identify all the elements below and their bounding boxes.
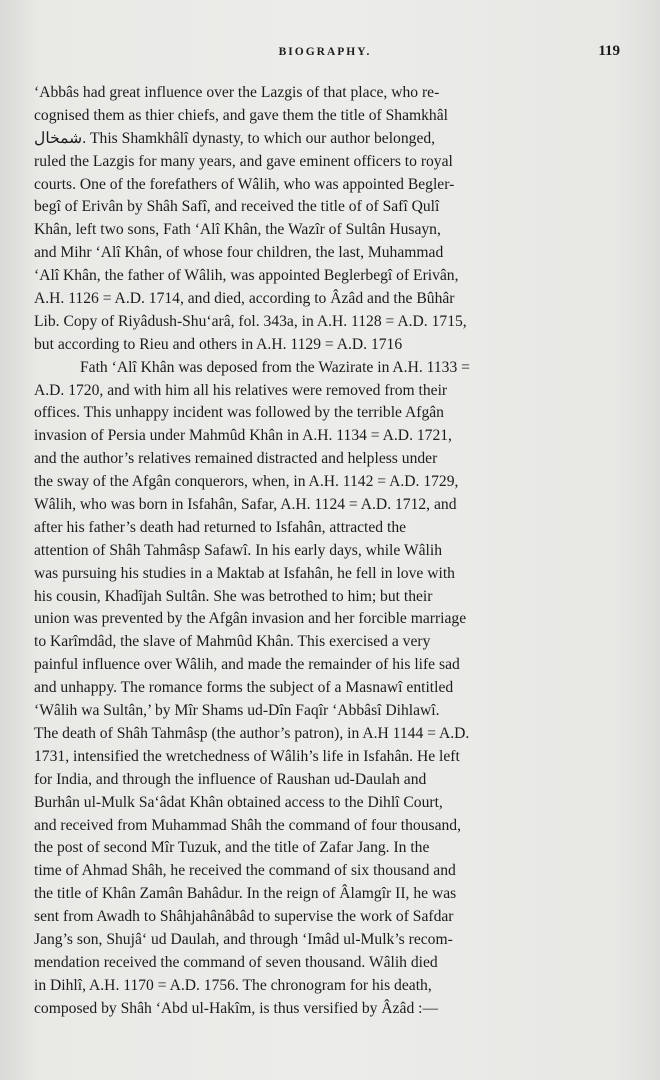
text-line bbox=[34, 563, 618, 586]
text-line bbox=[34, 631, 618, 654]
paragraph-2 bbox=[34, 357, 618, 1021]
line-text: but according to Rieu and others in A.H. 1129 = A.D. 1716 bbox=[34, 335, 403, 353]
text-line bbox=[34, 448, 618, 471]
line-text: invasion of Persia under Mahmûd Khân in A.H. 1134 = A.D. 1721, bbox=[34, 427, 452, 445]
line-text: begî of Erivân by Shâh Safî, and received the title of of Safî Qulî bbox=[34, 198, 440, 216]
line-text: Khân, left two sons, Fath ‘Alî Khân, the Wazîr of Sultân Husayn, bbox=[34, 221, 441, 239]
line-text: to Karîmdâd, the slave of Mahmûd Khân. This exercised a very bbox=[34, 633, 431, 651]
text-line bbox=[34, 975, 618, 998]
line-text: the title of Khân Zamân Bahâdur. In the reign of Âlamgîr II, he was bbox=[34, 885, 457, 903]
line-text: Lib. Copy of Riyâdush-Shu‘arâ, fol. 343a, in A.H. 1128 = A.D. 1715, bbox=[34, 312, 467, 330]
paragraph-1 bbox=[34, 82, 618, 357]
text-line bbox=[34, 128, 618, 151]
text-line bbox=[34, 82, 618, 105]
text-line bbox=[34, 174, 618, 197]
line-text: was pursuing his studies in a Maktab at Isfahân, he fell in love with bbox=[34, 564, 455, 582]
line-text: Wâlih, who was born in Isfahân, Safar, A.H. 1124 = A.D. 1712, and bbox=[34, 496, 457, 514]
text-line bbox=[34, 219, 618, 242]
text-line bbox=[34, 769, 618, 792]
line-text: for India, and through the influence of Raushan ud-Daulah and bbox=[34, 770, 427, 788]
body-text bbox=[34, 82, 618, 1021]
text-line bbox=[34, 425, 618, 448]
text-line bbox=[34, 837, 618, 860]
text-line bbox=[34, 952, 618, 975]
line-text: painful influence over Wâlih, and made the remainder of his life sad bbox=[34, 656, 460, 674]
text-line bbox=[34, 105, 618, 128]
page-number: 119 bbox=[598, 43, 620, 59]
line-text: and the author’s relatives remained distracted and helpless under bbox=[34, 450, 438, 468]
line-text: A.H. 1126 = A.D. 1714, and died, according to Âzâd and the Bûhâr bbox=[34, 290, 455, 308]
line-text: and received from Muhammad Shâh the command of four thousand, bbox=[34, 816, 461, 834]
text-line bbox=[34, 746, 618, 769]
page-header bbox=[30, 40, 620, 64]
line-text: Fath ‘Alî Khân was deposed from the Wazirate in A.H. 1133 = bbox=[80, 358, 470, 376]
line-text: The death of Shâh Tahmâsp (the author’s patron), in A.H 1144 = A.D. bbox=[34, 724, 470, 742]
text-line bbox=[34, 906, 618, 929]
text-line bbox=[34, 540, 618, 563]
text-line bbox=[34, 402, 618, 425]
text-line bbox=[34, 586, 618, 609]
text-line bbox=[34, 815, 618, 838]
text-line bbox=[34, 883, 618, 906]
line-text: attention of Shâh Tahmâsp Safawî. In his early days, while Wâlih bbox=[34, 541, 443, 559]
line-text: after his father’s death had returned to Isfahân, attracted the bbox=[34, 518, 407, 536]
line-text: A.D. 1720, and with him all his relatives were removed from their bbox=[34, 381, 448, 399]
line-text: mendation received the command of seven thousand. Wâlih died bbox=[34, 953, 438, 971]
line-text: union was prevented by the Afgân invasion and her forcible marriage bbox=[34, 610, 467, 628]
line-text: Burhân ul-Mulk Sa‘âdat Khân obtained access to the Dihlî Court, bbox=[34, 793, 443, 811]
line-text: offices. This unhappy incident was followed by the terrible Afgân bbox=[34, 404, 444, 422]
text-line bbox=[34, 288, 618, 311]
text-line bbox=[34, 700, 618, 723]
text-line bbox=[34, 242, 618, 265]
text-line bbox=[34, 334, 618, 357]
line-text: ‘Abbâs had great influence over the Lazgis of that place, who re- bbox=[34, 84, 440, 101]
text-line bbox=[34, 929, 618, 952]
text-line bbox=[34, 654, 618, 677]
line-text: the sway of the Afgân conquerors, when, in A.H. 1142 = A.D. 1729, bbox=[34, 473, 459, 491]
line-text: and unhappy. The romance forms the subject of a Masnawî entitled bbox=[34, 679, 454, 697]
line-text: the post of second Mîr Tuzuk, and the title of Zafar Jang. In the bbox=[34, 839, 430, 857]
text-line bbox=[34, 357, 618, 380]
text-line bbox=[34, 723, 618, 746]
line-text: ‘Alî Khân, the father of Wâlih, was appointed Beglerbegî of Erivân, bbox=[34, 267, 459, 285]
text-line bbox=[34, 311, 618, 334]
line-text: Jang’s son, Shujâ‘ ud Daulah, and through ‘Imâd ul-Mulk’s recom- bbox=[34, 930, 453, 948]
line-text: time of Ahmad Shâh, he received the command of six thousand and bbox=[34, 862, 456, 880]
line-text: in Dihlî, A.H. 1170 = A.D. 1756. The chronogram for his death, bbox=[34, 976, 432, 994]
text-line bbox=[34, 265, 618, 288]
text-line bbox=[34, 792, 618, 815]
line-text: sent from Awadh to Shâhjahânâbâd to supervise the work of Safdar bbox=[34, 908, 454, 926]
line-text: his cousin, Khadîjah Sultân. She was betrothed to him; but their bbox=[34, 587, 433, 605]
line-text: شمخال. This Shamkhâlî dynasty, to which our author belonged, bbox=[34, 129, 436, 147]
text-line bbox=[34, 608, 618, 631]
running-head: BIOGRAPHY. bbox=[278, 46, 372, 58]
text-line bbox=[34, 471, 618, 494]
line-text: cognised them as thier chiefs, and gave them the title of Shamkhâl bbox=[34, 106, 448, 124]
text-line bbox=[34, 494, 618, 517]
text-line bbox=[34, 998, 618, 1021]
text-line bbox=[34, 677, 618, 700]
line-text: composed by Shâh ‘Abd ul-Hakîm, is thus versified by Âzâd :— bbox=[34, 999, 439, 1017]
line-text: ruled the Lazgis for many years, and gave eminent officers to royal bbox=[34, 152, 453, 170]
text-line bbox=[34, 196, 618, 219]
text-line bbox=[34, 860, 618, 883]
line-text: 1731, intensified the wretchedness of Wâlih’s life in Isfahân. He left bbox=[34, 747, 460, 765]
text-line bbox=[34, 151, 618, 174]
text-line bbox=[34, 380, 618, 403]
text-line bbox=[34, 517, 618, 540]
line-text: and Mihr ‘Alî Khân, of whose four children, the last, Muhammad bbox=[34, 244, 444, 262]
line-text: courts. One of the forefathers of Wâlih, who was appointed Begler- bbox=[34, 175, 455, 193]
line-text: ‘Wâlih wa Sultân,’ by Mîr Shams ud-Dîn Faqîr ‘Abbâsî Dihlawî. bbox=[34, 702, 440, 720]
